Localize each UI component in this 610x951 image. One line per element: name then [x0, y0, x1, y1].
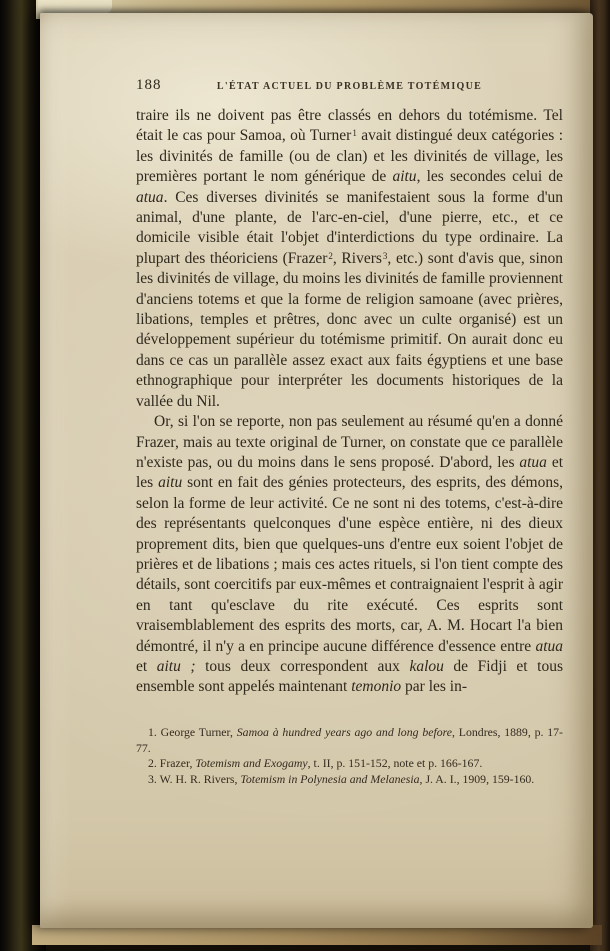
footnote-marker: 3: [382, 250, 388, 261]
text-segment: , Rivers: [332, 249, 382, 267]
text-segment: 1. George Turner,: [148, 724, 237, 739]
text-segment: par les in-: [401, 678, 468, 696]
footnotes: [136, 725, 563, 788]
text-segment: atua: [136, 188, 164, 206]
footnote: [136, 772, 563, 788]
text-segment: 2. Frazer,: [148, 756, 196, 771]
page-corner: [38, 0, 112, 14]
text-segment: et les: [136, 453, 563, 492]
text-segment: Totemism and Exogamy: [195, 756, 308, 771]
running-title: L'ÉTAT ACTUEL DU PROBLÈME TOTÉMIQUE: [216, 81, 483, 92]
footnote: [136, 756, 563, 772]
footnote-marker: 2: [328, 250, 333, 261]
text-segment: , les secondes celui de: [416, 168, 563, 186]
text-segment: 3. W. H. R. Rivers,: [148, 772, 241, 787]
text-segment: , Londres, 1889, p. 17-77.: [136, 724, 563, 755]
text-segment: aitu: [392, 168, 417, 186]
book-edge-bottom: [32, 925, 602, 945]
text-segment: aitu: [158, 474, 183, 492]
text-segment: Totemism in Polynesia and Melanesia: [240, 772, 420, 787]
text-segment: , etc.) sont d'avis que, sinon les divinités de village, du moins les divinités de famille proviennent d'anciens totems et que la forme de religion samoane (avec prières, libations, temples et prêtres, donc avec un culte organisé) est un développement supérieur du totémisme primitif. On aurait donc eu dans ce cas un parallèle assez exact aux faits égyptiens et une base ethnographique pour interpréter les documents historiques de la vallée du Nil.: [136, 249, 564, 410]
paragraph: [136, 412, 563, 698]
text-segment: . Ces diverses divinités se manifestaient sous la forme d'un animal, d'une plante, de l'arc-en-ciel, d'une pierre, etc., et ce domicile visible était l'objet d'interdictions du type ordinaire. La plupart des théoriciens (Frazer: [136, 188, 563, 267]
text-segment: avait distingué deux catégories : les divinités de famille (ou de clan) et les divinités de village, les premières portant le nom générique de: [136, 127, 563, 186]
book-edge-right: [590, 0, 610, 951]
body-text: [136, 106, 563, 698]
page-content: [40, 13, 593, 928]
text-segment: traire ils ne doivent pas être classés en dehors du totémisme. Tel était le cas pour Samoa, où Turner: [136, 107, 563, 145]
book-page: [40, 13, 593, 928]
text-segment: Or, si l'on se reporte, non pas seulement au résumé qu'en a donné Frazer, mais au texte original de Turner, on constate que ce parallèle n'existe pas, ou du moins dans le sens proposé. D'abord, les: [136, 413, 563, 471]
page-number: 188: [136, 77, 162, 93]
text-segment: atua: [535, 637, 563, 655]
text-segment: de Fidji et tous ensemble sont appelés maintenant: [136, 657, 563, 696]
text-segment: temonio: [351, 678, 402, 696]
text-segment: , J. A. I., 1909, 159-160.: [419, 772, 535, 787]
text-segment: tous deux correspondent aux: [195, 657, 410, 675]
footnote: [136, 725, 563, 757]
paragraph: [136, 106, 563, 412]
text-segment: sont en fait des génies protecteurs, des esprits, des démons, selon la forme de leur activité. Ce ne sont ni des totems, c'est-à-dire des représentants quelconques d'une espèce entière, ni des dieux proprement dits, bien que quelques-uns d'entre eux soient l'objet de prières et de libations ; mais ces actes rituels, si l'on tient compte des détails, sont coercitifs par eux-mêmes et contraignaient l'esprit à agir en tant qu'esclave du rite exécuté. Ces esprits sont vraisemblablement des esprits des morts, car, A. M. Hocart l'a bien démontré, il n'y a en principe aucune différence d'essence entre: [136, 474, 563, 655]
footnote-marker: 1: [352, 128, 357, 139]
text-segment: Samoa à hundred years ago and long before: [236, 724, 453, 739]
text-segment: , t. II, p. 151-152, note et p. 166-167.: [307, 756, 483, 771]
text-segment: kalou: [409, 657, 444, 675]
text-segment: aitu ;: [156, 657, 196, 675]
text-segment: et: [136, 657, 157, 675]
text-segment: atua: [519, 453, 547, 471]
page-header: [136, 77, 563, 97]
